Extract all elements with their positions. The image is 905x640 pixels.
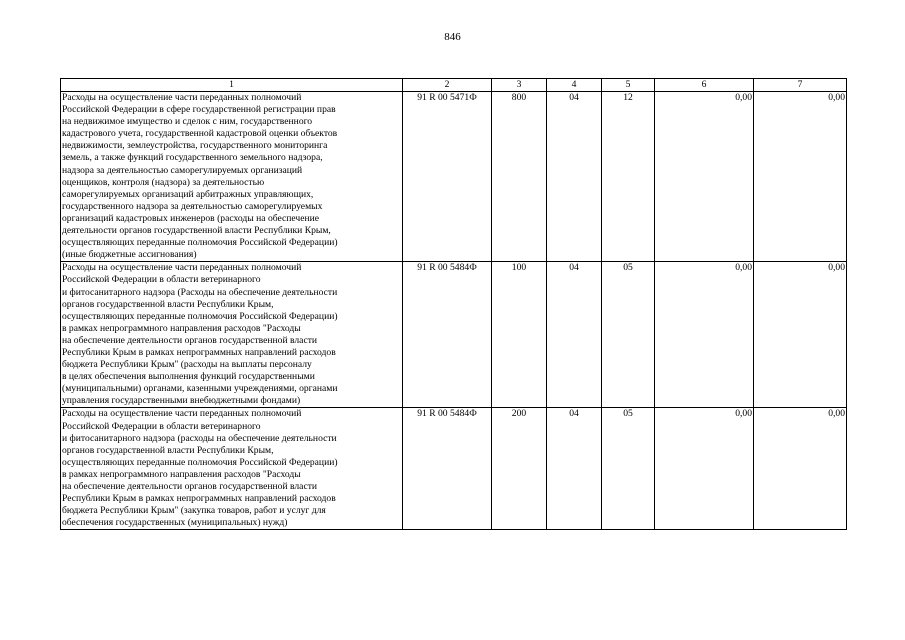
amount-col7-cell: 0,00 [754, 92, 847, 262]
amount-col7-cell: 0,00 [754, 262, 847, 408]
section-cell: 04 [547, 92, 602, 262]
page-number: 846 [444, 31, 461, 43]
subsection-cell: 05 [602, 408, 655, 530]
section-cell: 04 [547, 408, 602, 530]
subsection-cell: 12 [602, 92, 655, 262]
table-row [61, 408, 847, 530]
target-article-code-cell: 91 R 00 5484Ф [403, 408, 492, 530]
target-article-code-cell: 91 R 00 5471Ф [403, 92, 492, 262]
header-row [61, 79, 847, 92]
budget-table [60, 78, 847, 530]
header-cell-6: 6 [655, 79, 754, 92]
expense-name-cell: Расходы на осуществление части переданных полномочий Российской Федерации в области ветеринарного и фитосанитарного надзора (Расходы на обеспечение деятельности органов государственной власти Республики Крым, осуществляющих переданные полномочия Российской Федерации) в рамках непрограммного направления расходов "Расходы на обеспечение деятельности органов государственной власти Республики Крым в рамках непрограммных направлений расходов бюджета Республики Крым" (расходы на выплаты персоналу в целях обеспечения выполнения функций государственными (муниципальными) органами, казенными учреждениями, органами управления государственными внебюджетными фондами) [61, 262, 403, 408]
header-cell-4: 4 [547, 79, 602, 92]
expense-group-cell: 100 [492, 262, 547, 408]
amount-col6-cell: 0,00 [655, 92, 754, 262]
expense-group-cell: 800 [492, 92, 547, 262]
header-cell-1: 1 [61, 79, 403, 92]
table-body [61, 92, 847, 530]
amount-col6-cell: 0,00 [655, 262, 754, 408]
header-cell-7: 7 [754, 79, 847, 92]
expense-name-cell: Расходы на осуществление части переданных полномочий Российской Федерации в сфере государственной регистрации прав на недвижимое имущество и сделок с ним, государственного кадастрового учета, государственной кадастровой оценки объектов недвижимости, землеустройства, государственного мониторинга земель, а также функций государственного земельного надзора, надзора за деятельностью саморегулируемых организаций оценщиков, контроля (надзора) за деятельностью саморегулируемых организаций арбитражных управляющих, государственного надзора за деятельностью саморегулируемых организаций кадастровых инженеров (расходы на обеспечение деятельности органов государственной власти Республики Крым, осуществляющих переданные полномочия Российской Федерации) (иные бюджетные ассигнования) [61, 92, 403, 262]
expense-group-cell: 200 [492, 408, 547, 530]
subsection-cell: 05 [602, 262, 655, 408]
expense-name-cell: Расходы на осуществление части переданных полномочий Российской Федерации в области ветеринарного и фитосанитарного надзора (расходы на обеспечение деятельности органов государственной власти Республики Крым, осуществляющих переданные полномочия Российской Федерации) в рамках непрограммного направления расходов "Расходы на обеспечение деятельности органов государственной власти Республики Крым в рамках непрограммных направлений расходов бюджета Республики Крым" (закупка товаров, работ и услуг для обеспечения государственных (муниципальных) нужд) [61, 408, 403, 530]
amount-col7-cell: 0,00 [754, 408, 847, 530]
table-header [61, 79, 847, 92]
section-cell: 04 [547, 262, 602, 408]
table-row [61, 92, 847, 262]
amount-col6-cell: 0,00 [655, 408, 754, 530]
header-cell-2: 2 [403, 79, 492, 92]
header-cell-3: 3 [492, 79, 547, 92]
header-cell-5: 5 [602, 79, 655, 92]
target-article-code-cell: 91 R 00 5484Ф [403, 262, 492, 408]
table-row [61, 262, 847, 408]
